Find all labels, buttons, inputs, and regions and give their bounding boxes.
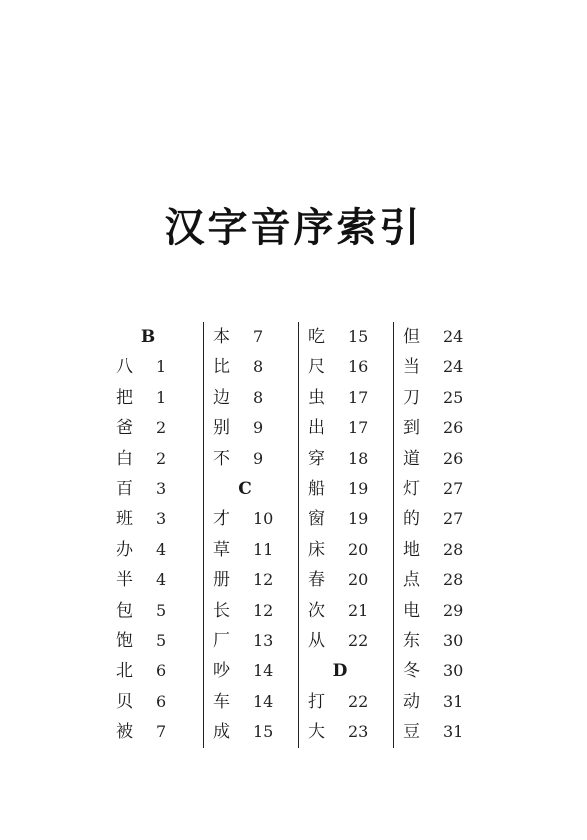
- index-entry: [394, 413, 488, 443]
- index-letter-heading: [108, 322, 203, 352]
- index-character: 刀: [403, 387, 420, 408]
- index-page-number: 1: [156, 387, 167, 407]
- index-entry: [108, 565, 203, 595]
- index-page-number: 7: [253, 327, 264, 346]
- index-entry: [299, 474, 393, 504]
- index-page-number: 28: [443, 539, 464, 559]
- index-character: 大: [308, 722, 325, 743]
- index-entry: [299, 535, 393, 565]
- index-character: 比: [213, 357, 230, 378]
- index-letter-heading: [204, 474, 298, 504]
- index-page-number: 31: [443, 722, 464, 742]
- index-entry: [204, 626, 298, 656]
- index-page-number: 27: [443, 478, 464, 498]
- index-character: 动: [403, 691, 420, 712]
- index-page-number: 26: [443, 448, 464, 468]
- index-character: 草: [213, 539, 230, 560]
- index-entry: [394, 596, 488, 626]
- index-page-number: 9: [253, 418, 264, 438]
- index-entry: [108, 444, 203, 474]
- index-character: 八: [116, 357, 133, 378]
- index-page-number: 21: [348, 600, 369, 620]
- index-entry: [299, 383, 393, 413]
- index-page-number: 2: [156, 418, 167, 438]
- index-page-number: 4: [156, 570, 167, 590]
- index-page-number: 6: [156, 691, 167, 711]
- index-character: 吵: [213, 661, 230, 682]
- index-page-number: 7: [156, 722, 167, 742]
- index-character: 春: [308, 570, 325, 591]
- index-entry: [394, 474, 488, 504]
- index-page-number: 25: [443, 387, 464, 407]
- page-title: 汉字音序索引: [164, 205, 423, 251]
- index-entry: [394, 383, 488, 413]
- index-page-number: 28: [443, 570, 464, 590]
- index-entry: [108, 352, 203, 382]
- letter-heading-text: C: [238, 478, 252, 499]
- index-character: 豆: [403, 722, 420, 743]
- index-character: 床: [308, 539, 325, 560]
- index-page-number: 15: [348, 327, 369, 346]
- index-character: 班: [116, 509, 133, 530]
- index-page-number: 16: [348, 357, 369, 377]
- index-page-number: 4: [156, 539, 167, 559]
- index-character: 窗: [308, 509, 325, 530]
- index-page-number: 6: [156, 661, 167, 681]
- index-entry: [204, 535, 298, 565]
- index-column-1: [108, 322, 203, 748]
- index-character: 冬: [403, 661, 420, 682]
- index-character: 东: [403, 630, 420, 651]
- index-character: 饱: [116, 630, 133, 651]
- letter-heading-text: D: [332, 661, 348, 682]
- index-page-number: 3: [156, 478, 167, 498]
- index-character: 册: [213, 570, 230, 591]
- index-entry: [394, 717, 488, 747]
- index-column-3: [298, 322, 393, 748]
- index-entry: [204, 413, 298, 443]
- index-column-2: [203, 322, 298, 748]
- index-character: 从: [308, 630, 325, 651]
- index-entry: [204, 717, 298, 747]
- index-entry: [299, 413, 393, 443]
- index-entry: [394, 504, 488, 534]
- index-entry: [299, 626, 393, 656]
- index-entry: [204, 322, 298, 352]
- index-entry: [394, 656, 488, 686]
- index-character: 次: [308, 600, 325, 621]
- index-page-number: 19: [348, 509, 369, 529]
- index-entry: [108, 383, 203, 413]
- index-character: 包: [116, 600, 133, 621]
- index-page-number: 22: [348, 691, 369, 711]
- index-character: 别: [213, 418, 230, 439]
- index-character: 把: [116, 387, 133, 408]
- index-entry: [394, 535, 488, 565]
- index-character: 道: [403, 448, 420, 469]
- index-page-number: 14: [253, 661, 274, 681]
- index-character: 爸: [116, 418, 133, 439]
- index-page-number: 17: [348, 418, 369, 438]
- index-page-number: 2: [156, 448, 167, 468]
- index-column-4: [393, 322, 488, 748]
- index-page-number: 15: [253, 722, 274, 742]
- index-character: 虫: [308, 387, 325, 408]
- index-entry: [108, 474, 203, 504]
- index-entry: [299, 352, 393, 382]
- index-entry: [108, 596, 203, 626]
- index-page-number: 14: [253, 691, 274, 711]
- index-character: 贝: [116, 691, 133, 712]
- letter-heading-text: B: [140, 327, 156, 347]
- index-page-number: 13: [253, 630, 274, 650]
- index-character: 当: [403, 357, 420, 378]
- index-entry: [108, 626, 203, 656]
- index-page-number: 5: [156, 600, 167, 620]
- index-page-number: 8: [253, 357, 264, 377]
- index-entry: [108, 535, 203, 565]
- index-character: 半: [116, 570, 133, 591]
- index-character: 电: [403, 600, 420, 621]
- index-entry: [108, 656, 203, 686]
- index-character: 厂: [213, 630, 230, 651]
- index-entry: [204, 565, 298, 595]
- index-page-number: 24: [443, 327, 464, 346]
- index-page-number: 27: [443, 509, 464, 529]
- index-page-number: 17: [348, 387, 369, 407]
- index-entry: [299, 717, 393, 747]
- index-entry: [394, 626, 488, 656]
- index-page-number: 10: [253, 509, 274, 529]
- index-entry: [204, 352, 298, 382]
- index-character: 打: [308, 691, 325, 712]
- index-character: 穿: [308, 448, 325, 469]
- index-page-number: 23: [348, 722, 369, 742]
- index-entry: [204, 656, 298, 686]
- index-page-number: 24: [443, 357, 464, 377]
- index-page-number: 11: [253, 539, 274, 559]
- index-entry: [394, 444, 488, 474]
- index-page-number: 1: [156, 357, 167, 377]
- index-page-number: 20: [348, 539, 369, 559]
- index-page-number: 8: [253, 387, 264, 407]
- index-character: 边: [213, 387, 230, 408]
- index-character: 北: [116, 661, 133, 682]
- index-character: 船: [308, 478, 325, 499]
- index-character: 吃: [308, 327, 325, 347]
- index-page-number: 12: [253, 570, 274, 590]
- index-entry: [299, 687, 393, 717]
- index-page-number: 9: [253, 448, 264, 468]
- index-character: 本: [213, 327, 230, 347]
- index-character: 地: [403, 539, 420, 560]
- index-page-number: 22: [348, 630, 369, 650]
- index-entry: [108, 504, 203, 534]
- index-entry: [299, 565, 393, 595]
- index-page-number: 29: [443, 600, 464, 620]
- index-page-number: 30: [443, 630, 464, 650]
- index-character: 点: [403, 570, 420, 591]
- index-character: 白: [116, 448, 133, 469]
- index-entry: [204, 383, 298, 413]
- index-page-number: 3: [156, 509, 167, 529]
- index-page-number: 30: [443, 661, 464, 681]
- index-character: 尺: [308, 357, 325, 378]
- index-page-number: 20: [348, 570, 369, 590]
- index-character: 被: [116, 722, 133, 743]
- index-entry: [394, 687, 488, 717]
- index-character: 车: [213, 691, 230, 712]
- index-page-number: 5: [156, 630, 167, 650]
- index-character: 的: [403, 509, 420, 530]
- index-page-number: 26: [443, 418, 464, 438]
- index-character: 成: [213, 722, 230, 743]
- index-character: 长: [213, 600, 230, 621]
- index-character: 灯: [403, 478, 420, 499]
- index-letter-heading: [299, 656, 393, 686]
- index-page-number: 31: [443, 691, 464, 711]
- index-entry: [204, 444, 298, 474]
- character-index: [108, 322, 488, 748]
- index-entry: [299, 444, 393, 474]
- index-character: 但: [403, 327, 420, 347]
- index-character: 出: [308, 418, 325, 439]
- index-page-number: 18: [348, 448, 369, 468]
- index-character: 办: [116, 539, 133, 560]
- index-character: 到: [403, 418, 420, 439]
- index-entry: [299, 596, 393, 626]
- index-entry: [204, 687, 298, 717]
- index-entry: [108, 717, 203, 747]
- index-page-number: 12: [253, 600, 274, 620]
- index-entry: [108, 687, 203, 717]
- index-character: 不: [213, 448, 230, 469]
- index-entry: [204, 504, 298, 534]
- index-character: 才: [213, 509, 230, 530]
- index-entry: [299, 504, 393, 534]
- index-entry: [299, 322, 393, 352]
- index-entry: [394, 565, 488, 595]
- index-entry: [394, 352, 488, 382]
- index-character: 百: [116, 478, 133, 499]
- index-entry: [108, 413, 203, 443]
- index-entry: [394, 322, 488, 352]
- index-entry: [204, 596, 298, 626]
- index-page-number: 19: [348, 478, 369, 498]
